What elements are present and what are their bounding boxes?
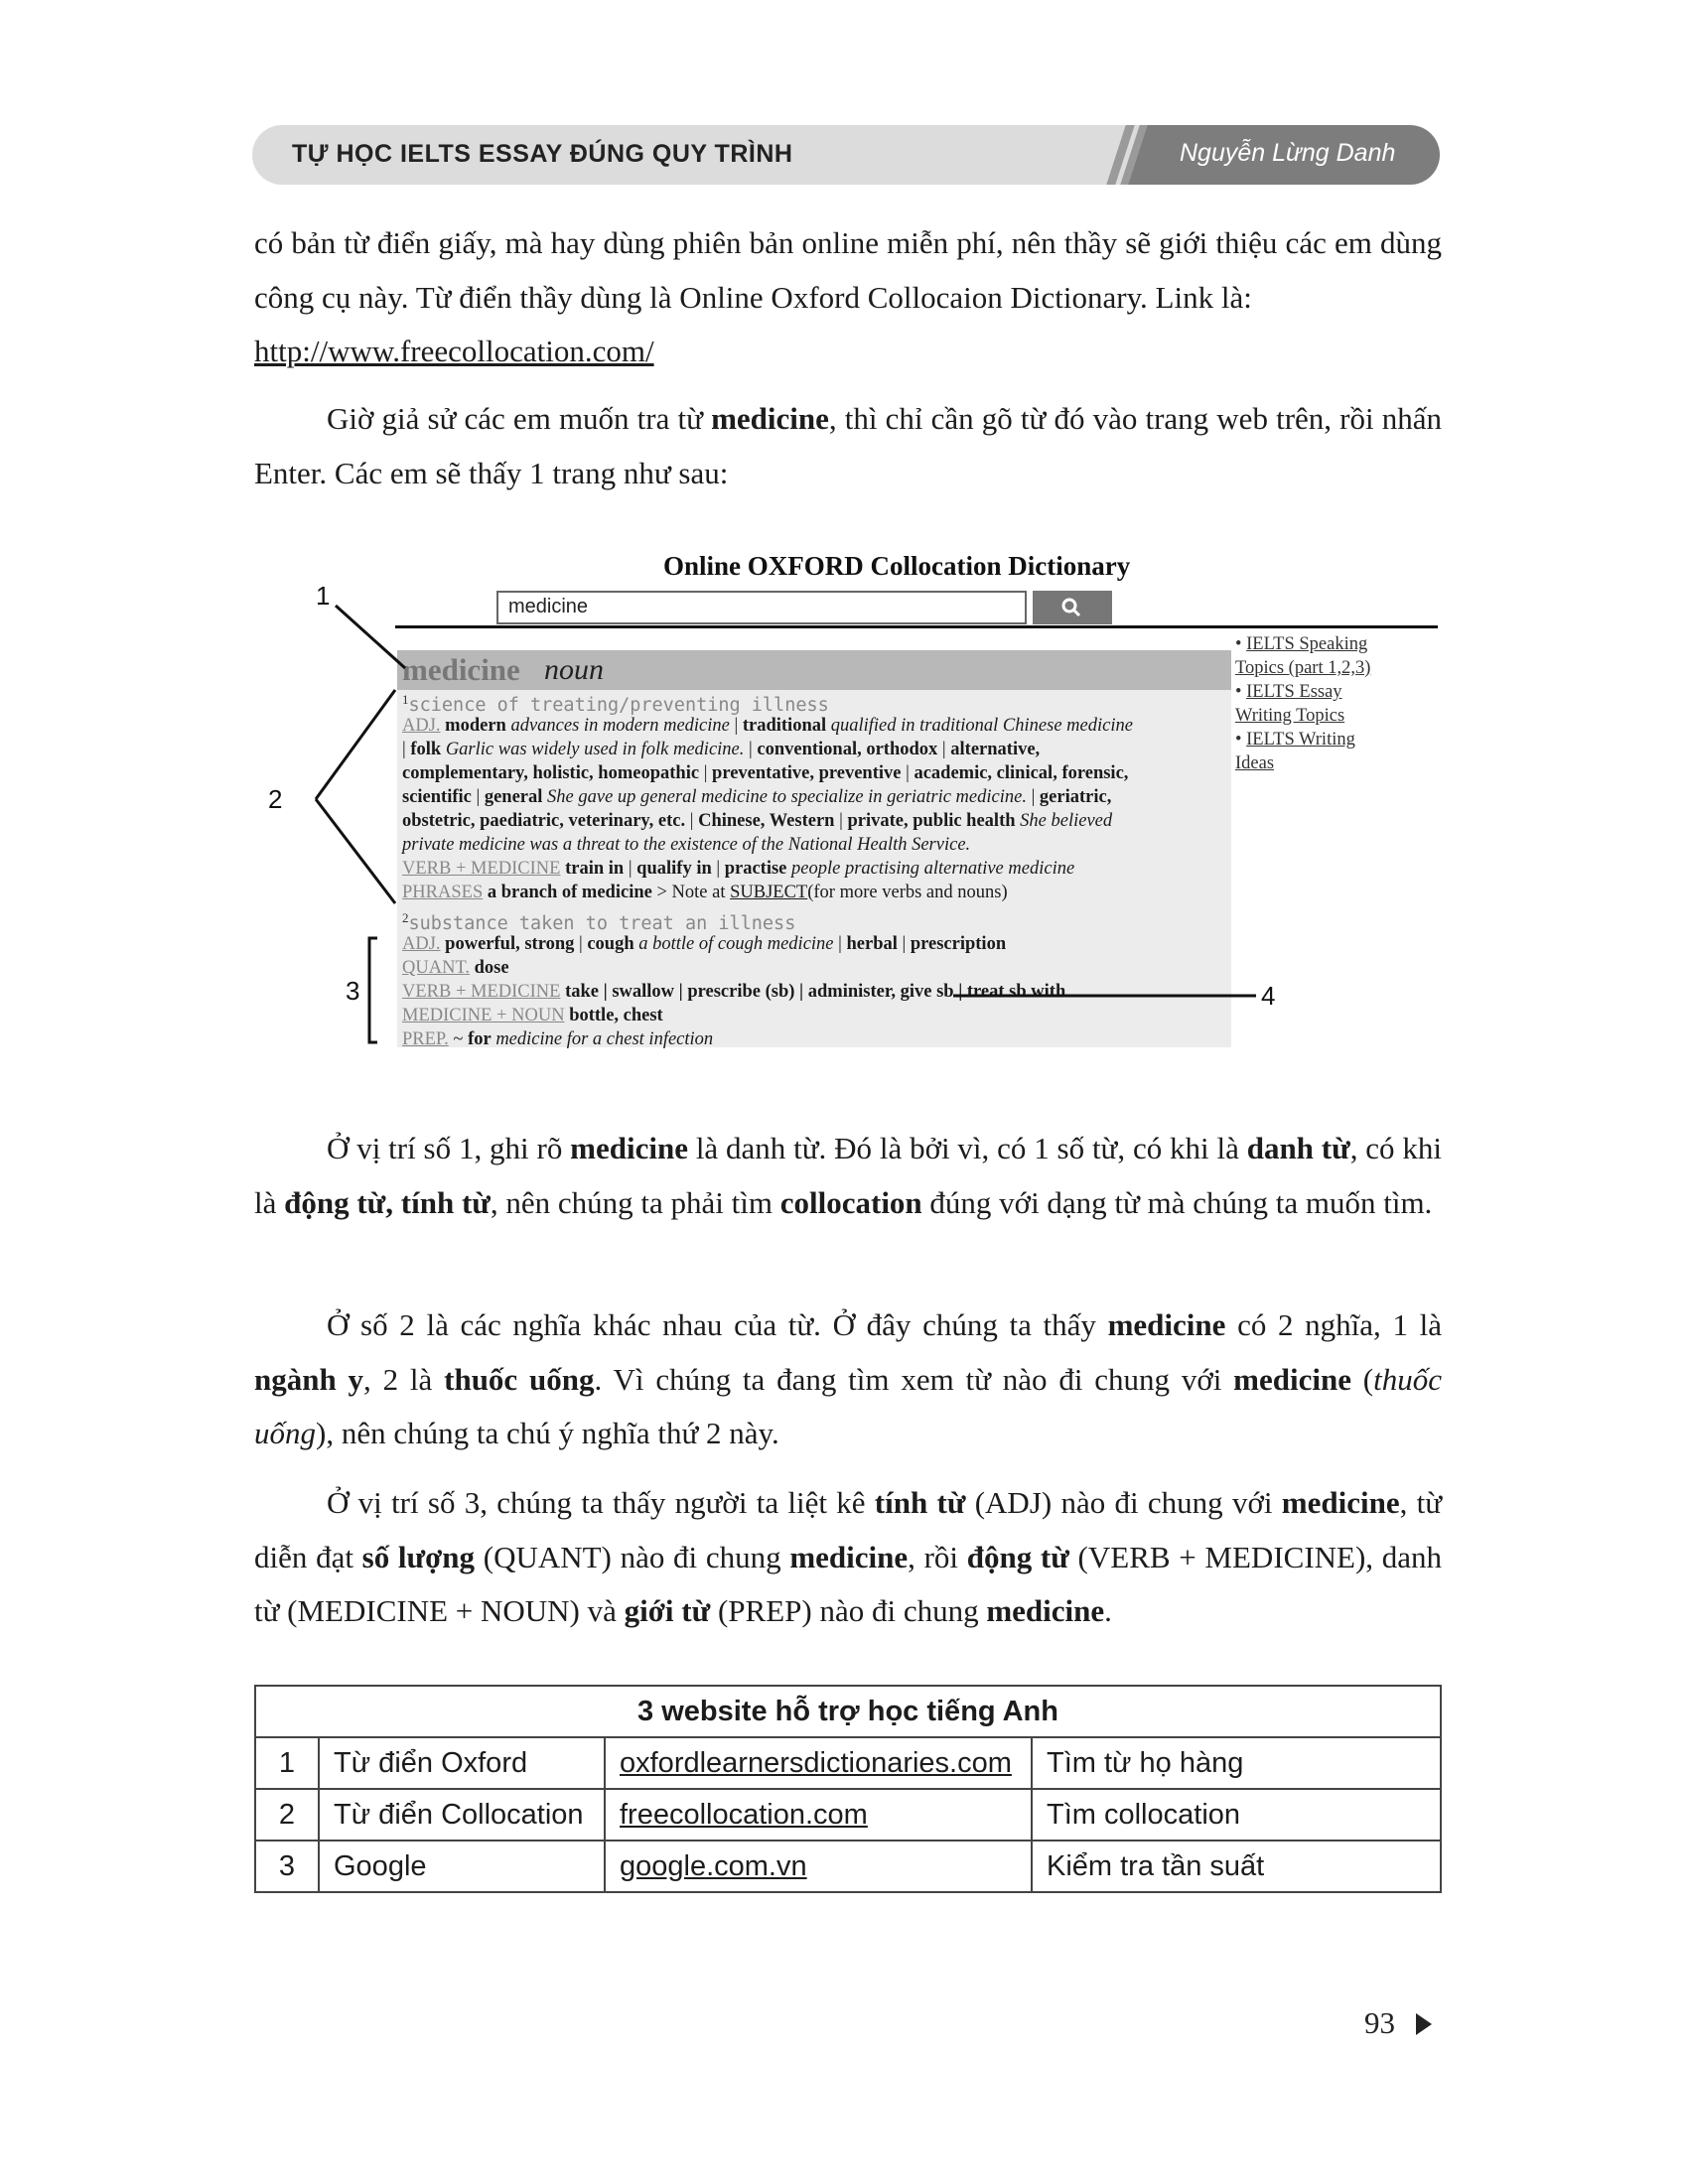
label[interactable]: MEDICINE + NOUN (402, 1006, 565, 1025)
collocate: academic, clinical, forensic, (914, 763, 1129, 783)
separator: | (699, 763, 713, 783)
paragraph-position-1 (254, 1122, 1442, 1230)
sense-definition: substance taken to treat an illness (408, 913, 796, 935)
collocate: alternative, (950, 740, 1041, 759)
example: private medicine was a threat to the existence of the National Health Service. (402, 835, 971, 855)
callout-1: 1 (316, 581, 331, 611)
collocate: preventative, preventive (712, 763, 902, 783)
bold-term: medicine (1281, 1485, 1400, 1520)
table-row (255, 1789, 1441, 1841)
collocate: traditional (742, 716, 827, 736)
bold-term: danh từ (1246, 1131, 1350, 1165)
websites-table (254, 1685, 1442, 1893)
collocate: geriatric, (1039, 787, 1112, 807)
text: đúng với dạng từ mà chúng ta muốn tìm. (921, 1184, 1433, 1220)
callout-3: 3 (346, 976, 360, 1006)
separator: | (729, 716, 743, 736)
collocate: prescription (910, 934, 1007, 954)
bold-term: động từ, tính từ (284, 1184, 491, 1220)
sidebar-item-ielts-essay[interactable]: • IELTS Essay (1235, 682, 1342, 702)
bold-term: medicine (570, 1131, 688, 1165)
bold-term: medicine (1107, 1307, 1226, 1342)
text: , có khi là (254, 1131, 1443, 1220)
collocate: herbal (846, 934, 898, 954)
subject-link[interactable]: SUBJECT (730, 883, 808, 902)
headword: medicine (402, 652, 520, 687)
text: Giờ giả sử các em muốn tra từ (327, 401, 712, 436)
link-text[interactable]: IELTS Writing (1246, 730, 1355, 750)
separator: | (901, 763, 914, 783)
text: , thì chỉ cần gõ từ đó vào trang web trên, rồi nhấn Enter. Các em sẽ thấy 1 trang như sau: (254, 401, 1442, 490)
collocate: for (468, 1029, 492, 1049)
table-header-row (255, 1686, 1441, 1737)
sidebar-item-ielts-writing[interactable]: • IELTS Writing (1235, 730, 1355, 750)
author-name: Nguyễn Lừng Danh (1180, 139, 1396, 167)
example: She gave up general medicine to specialize in geriatric medicine. (542, 787, 1027, 807)
paragraph-search-instruction (254, 392, 1442, 500)
link-text[interactable]: Ideas (1235, 753, 1275, 773)
paragraph-position-2 (254, 1298, 1442, 1461)
text: có 2 nghĩa, 1 là (1225, 1307, 1442, 1342)
collocate: a branch of medicine (483, 883, 652, 902)
separator: | (711, 859, 725, 879)
collocate: folk (410, 740, 442, 759)
row-number: 2 (255, 1789, 319, 1841)
next-arrow-icon (1416, 2013, 1432, 2035)
text: , rồi (908, 1539, 967, 1574)
label[interactable]: VERB + MEDICINE (402, 859, 561, 879)
book-title: TỰ HỌC IELTS ESSAY ĐÚNG QUY TRÌNH (292, 140, 793, 168)
collocate: scientific (402, 787, 472, 807)
collocate: dose (470, 958, 509, 978)
example: advances in modern medicine (505, 716, 730, 736)
text: (ADJ) nào đi chung với (965, 1485, 1282, 1520)
link-text[interactable]: IELTS Speaking (1246, 634, 1368, 654)
label[interactable]: PHRASES (402, 883, 484, 902)
text: (for more verbs and nouns) (807, 883, 1008, 902)
link-text[interactable]: Writing Topics (1235, 706, 1345, 726)
website-link[interactable]: freecollocation.com (605, 1789, 1032, 1841)
example: people practising alternative medicine (786, 859, 1075, 879)
sidebar-item-ielts-speaking[interactable]: • IELTS Speaking (1235, 634, 1368, 654)
text: , nên chúng ta phải tìm (490, 1184, 780, 1220)
text: . (1104, 1593, 1112, 1628)
text: > Note at (651, 883, 731, 902)
row-number: 3 (255, 1841, 319, 1892)
intro-line-2: em dùng công cụ này. Từ điển thầy dùng là Online Oxford Collocaion Dictionary. Link là: (254, 225, 1442, 315)
table-row (255, 1737, 1441, 1789)
bold-term: collocation (779, 1184, 922, 1220)
text: , 2 là (363, 1361, 445, 1397)
collocate: practise (724, 859, 787, 879)
collocate: bottle, chest (564, 1006, 663, 1025)
bold-term: động từ (966, 1539, 1069, 1574)
bold-term: tính từ (874, 1485, 966, 1520)
sense-definition: science of treating/preventing illness (408, 695, 829, 717)
bold-term: medicine (711, 401, 829, 436)
text: . Vì chúng ta đang tìm xem từ nào đi chung với (594, 1361, 1234, 1397)
collocate: private, public health (847, 811, 1016, 831)
text: Ở số 2 là các nghĩa khác nhau của từ. Ở đây chúng ta thấy (327, 1307, 1108, 1342)
callout-4: 4 (1261, 981, 1276, 1011)
tool-name: Từ điển Oxford (319, 1737, 605, 1789)
purpose: Kiểm tra tần suất (1032, 1841, 1441, 1892)
text: (QUANT) nào đi chung (475, 1539, 790, 1574)
label[interactable]: ADJ. (402, 934, 441, 954)
label[interactable]: QUANT. (402, 958, 470, 978)
example: Garlic was widely used in folk medicine. (441, 740, 745, 759)
bold-term: giới từ (624, 1593, 711, 1628)
text: (PREP) nào đi chung (710, 1593, 987, 1628)
separator: | (833, 934, 847, 954)
example: qualified in traditional Chinese medicine (826, 716, 1133, 736)
text: ~ (448, 1029, 469, 1049)
text: , từ diễn đạt (254, 1485, 1443, 1574)
part-of-speech: noun (544, 653, 604, 686)
collocate: modern (440, 716, 506, 736)
bold-term: ngành y (254, 1361, 364, 1397)
callout-2: 2 (268, 784, 283, 814)
running-header (252, 125, 1440, 185)
label[interactable]: ADJ. (402, 716, 441, 736)
label[interactable]: PREP. (402, 1029, 449, 1049)
bold-term: số lượng (361, 1539, 476, 1574)
example: a bottle of cough medicine (633, 934, 834, 954)
text: (VERB + MEDICINE), danh từ (MEDICINE + NOUN) và (254, 1539, 1442, 1628)
collocate: general (484, 787, 543, 807)
page-number: 93 (1364, 2005, 1395, 2040)
text: Ở vị trí số 3, chúng ta thấy người ta liệt kê (327, 1485, 875, 1520)
collocate: powerful, strong (440, 934, 575, 954)
separator: | (471, 787, 485, 807)
paragraph-position-3 (254, 1476, 1442, 1639)
search-value: medicine (508, 596, 589, 617)
header-band (252, 125, 1146, 185)
bold-term: medicine (1233, 1361, 1351, 1397)
freecollocation-link[interactable]: http://www.freecollocation.com/ (254, 334, 654, 368)
collocate: cough (587, 934, 634, 954)
collocate: obstetric, paediatric, veterinary, etc. (402, 811, 686, 831)
separator: | (937, 740, 951, 759)
purpose: Tìm collocation (1032, 1789, 1441, 1841)
purpose: Tìm từ họ hàng (1032, 1737, 1441, 1789)
link-text[interactable]: Topics (part 1,2,3) (1235, 658, 1371, 678)
italic-term: thuốc uống (254, 1361, 1443, 1450)
separator: | (685, 811, 699, 831)
table-title: 3 website hỗ trợ học tiếng Anh (255, 1686, 1441, 1737)
collocate: complementary, holistic, homeopathic (402, 763, 700, 783)
text: ( (1350, 1361, 1374, 1397)
separator: | (624, 859, 637, 879)
example: She believed (1015, 811, 1113, 831)
example: medicine for a chest infection (491, 1029, 714, 1049)
website-link[interactable]: oxfordlearnersdictionaries.com (605, 1737, 1032, 1789)
bold-term: medicine (789, 1539, 909, 1574)
collocate: train in (560, 859, 625, 879)
sense-number: 2 (402, 910, 409, 925)
separator: | (834, 811, 848, 831)
separator: | (897, 934, 911, 954)
text: Ở vị trí số 1, ghi rõ (327, 1131, 571, 1165)
collocate: take | swallow | prescribe (sb) | administer, give sb | treat sb with (560, 982, 1066, 1002)
sense-number: 1 (402, 692, 409, 707)
dictionary-screenshot-figure (268, 551, 1440, 1087)
collocate: qualify in (636, 859, 712, 879)
intro-paragraph (254, 216, 1442, 379)
text: ), nên chúng ta chú ý nghĩa thứ 2 này. (316, 1416, 779, 1450)
separator: | (744, 740, 758, 759)
bold-term: medicine (986, 1593, 1105, 1628)
text: là danh từ. Đó là bởi vì, có 1 số từ, có khi là (687, 1131, 1247, 1165)
row-number: 1 (255, 1737, 319, 1789)
separator: | (574, 934, 588, 954)
link-text[interactable]: IELTS Essay (1246, 682, 1342, 702)
site-title: Online OXFORD Collocation Dictionary (663, 551, 1131, 581)
author-band (1152, 125, 1440, 185)
separator: | (1026, 787, 1040, 807)
website-link[interactable]: google.com.vn (605, 1841, 1032, 1892)
tool-name: Google (319, 1841, 605, 1892)
collocate: Chinese, Western (698, 811, 835, 831)
bold-term: thuốc uống (444, 1361, 595, 1397)
tool-name: Từ điển Collocation (319, 1789, 605, 1841)
collocate: conventional, orthodox (757, 740, 938, 759)
intro-line-1: có bản từ điển giấy, mà hay dùng phiên bản online miễn phí, nên thầy sẽ giới thiệu các (254, 225, 1327, 260)
label[interactable]: VERB + MEDICINE (402, 982, 561, 1002)
table-row (255, 1841, 1441, 1892)
separator: | (402, 740, 411, 759)
